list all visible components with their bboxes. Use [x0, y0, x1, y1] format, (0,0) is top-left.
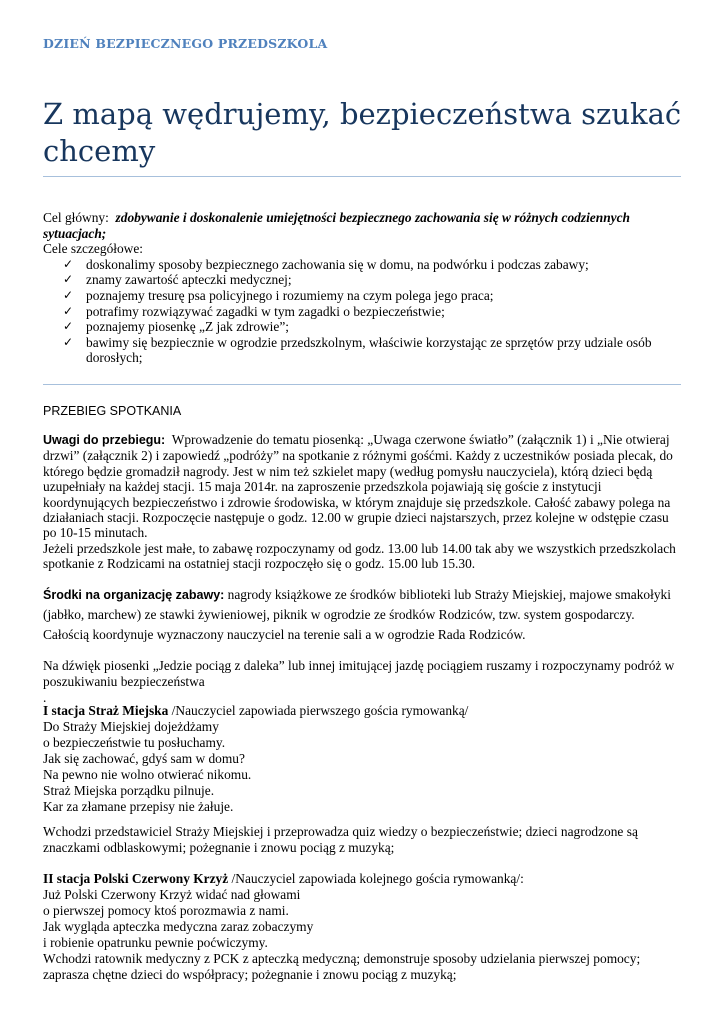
- goals-divider: [43, 384, 681, 385]
- page-title: Z mapą wędrujemy, bezpieczeństwa szukać chcemy: [43, 97, 682, 168]
- rhyme-line: Jak się zachować, gdyś sam w domu?: [43, 751, 245, 766]
- station-1-heading: [43, 703, 683, 719]
- rhyme-line: o pierwszej pomocy ktoś porozmawia z nami.: [43, 903, 289, 918]
- list-item: ✓ doskonalimy sposoby bezpiecznego zachowania się w domu, na podwórku i podczas zabawy;: [63, 256, 589, 272]
- station-2: [43, 871, 683, 983]
- rhyme-line: Już Polski Czerwony Krzyż widać nad głowami: [43, 887, 301, 902]
- rhyme-line: Straż Miejska porządku pilnuje.: [43, 783, 215, 798]
- course-heading: PRZEBIEG SPOTKANIA: [43, 404, 182, 418]
- station-2-description: Wchodzi ratownik medyczny z PCK z apteczką medyczną; demonstruje sposoby udzielania pierwszej pomocy; zaprasza chętne dzieci do współpracy; pożegnanie i znowu pociąg z muzyką;: [43, 951, 641, 982]
- station-1-description: Wchodzi przedstawiciel Straży Miejskiej i przeprowadza quiz wiedzy o bezpieczeństwie; dzieci nagrodzone są znaczkami odblaskowymi; pożegnanie i znowu pociąg z muzyką;: [43, 824, 638, 855]
- list-item: ✓ poznajemy piosenkę „Z jak zdrowie”;: [63, 319, 290, 335]
- rhyme-line: Jak wygląda apteczka medyczna zaraz zobaczymy: [43, 919, 314, 934]
- notes-paragraph: [43, 432, 683, 541]
- check-icon: ✓: [63, 303, 74, 318]
- notes-paragraph-2: Jeżeli przedszkole jest małe, to zabawę rozpoczynamy od godz. 13.00 lub 14.00 tak aby we wszystkich przedszkolach spotkanie z Rodzicami na ostatniej stacji rozpoczęło się o godz. 15.00 lub 15.30.: [43, 540, 676, 572]
- list-item: ✓ bawimy się bezpiecznie w ogrodzie przedszkolnym, właściwie korzystając ze sprzętów przy udziale osób dorosłych;: [63, 334, 652, 366]
- means-label: Środki na organizację zabawy:: [43, 588, 225, 602]
- train-dot: .: [43, 690, 47, 705]
- rhyme-line: Kar za złamane przepisy nie żałuje.: [43, 799, 234, 814]
- station-1: [43, 703, 683, 815]
- rhyme-line: Do Straży Miejskiej dojeżdżamy: [43, 719, 219, 734]
- notes-section: [43, 432, 683, 572]
- document-kicker: DZIEŃ BEZPIECZNEGO PRZEDSZKOLA: [43, 36, 328, 51]
- list-item: ✓ poznajemy tresurę psa policyjnego i rozumiemy na czym polega jego praca;: [63, 287, 494, 303]
- check-icon: ✓: [63, 287, 74, 302]
- main-goal: [43, 210, 683, 241]
- check-icon: ✓: [63, 334, 74, 349]
- means-paragraph: [43, 585, 683, 625]
- goals-section: [43, 210, 683, 366]
- station-2-intro: /Nauczyciel zapowiada kolejnego gościa rymowanką/:: [228, 871, 524, 886]
- notes-text: Wprowadzenie do tematu piosenką: „Uwaga czerwone światło” (załącznik 1) i „Nie otwieraj drzwi” (załącznik 2) i zapowiedź „podróży” na spotkanie z różnymi gośćmi. Każdy z uczestników posiada plecak, do którego będzie gromadził nagrody. Jest w nim też szkielet mapy (według pomysłu nauczyciela), którą dzieci będą uzupełniały na każdej stacji. 15 maja 2014r. na zaproszenie przedszkola pojawiają się goście z instytucji koordynujących bezpieczeństwo i zdrowie środowiska, w którym znajduje się przedszkole. Całość zabawy polega na działaniach stacji. Rozpoczęcie następuje o godz. 12.00 w grupie dzieci najstarszych, przez kolejne w odstępie czasu po 10-15 minutach.: [43, 432, 673, 541]
- check-icon: ✓: [63, 256, 74, 271]
- detail-goals-list: [43, 257, 683, 366]
- list-item: ✓ znamy zawartość apteczki medycznej;: [63, 272, 292, 288]
- train-paragraph: Na dźwięk piosenki „Jedzie pociąg z daleka” lub innej imitującej jazdę pociągiem ruszamy i rozpoczynamy podróż w poszukiwaniu bezpieczeństwa: [43, 658, 675, 689]
- means-text: nagrody książkowe ze środków biblioteki lub Straży Miejskiej, majowe smakołyki (jabłko, marchew) ze stawki żywieniowej, piknik w ogrodzie ze środków Rodziców, tzw. system gospodarczy.: [43, 587, 671, 622]
- check-icon: ✓: [63, 272, 74, 287]
- title-divider: [43, 176, 681, 177]
- rhyme-line: i robienie opatrunku pewnie poćwiczymy.: [43, 935, 268, 950]
- train-section: [43, 658, 683, 706]
- station-2-heading: [43, 871, 683, 887]
- check-icon: ✓: [63, 319, 74, 334]
- station-1-title: I stacja Straż Miejska: [43, 703, 169, 718]
- means-section: [43, 585, 683, 645]
- detail-goals-label: Cele szczegółowe:: [43, 241, 144, 257]
- station-1-intro: /Nauczyciel zapowiada pierwszego gościa rymowanką/: [168, 703, 469, 718]
- rhyme-line: Na pewno nie wolno otwierać nikomu.: [43, 767, 252, 782]
- rhyme-line: o bezpieczeństwie tu posłuchamy.: [43, 735, 226, 750]
- notes-label: Uwagi do przebiegu:: [43, 433, 166, 447]
- main-goal-label: Cel główny:: [43, 210, 109, 225]
- list-item: ✓ potrafimy rozwiązywać zagadki w tym zagadki o bezpieczeństwie;: [63, 303, 445, 319]
- station-2-title: II stacja Polski Czerwony Krzyż: [43, 871, 229, 886]
- means-paragraph-2: Całością koordynuje wyznaczony nauczyciel na terenie sali a w ogrodzie Rada Rodziców.: [43, 627, 526, 642]
- main-goal-text: zdobywanie i doskonalenie umiejętności bezpiecznego zachowania się w różnych codziennych sytuacjach;: [43, 210, 630, 241]
